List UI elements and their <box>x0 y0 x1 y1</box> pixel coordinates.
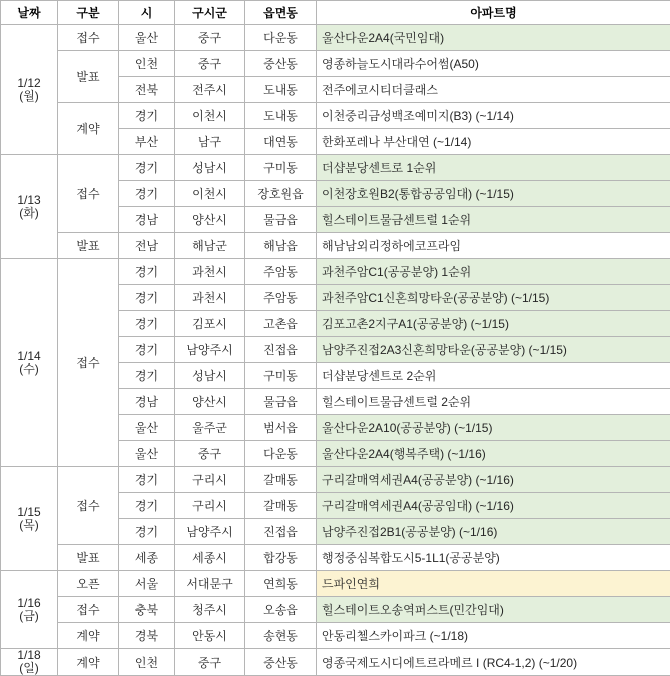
apartment-cell: 구리갈매역세권A4(공공임대) (~1/16) <box>317 493 670 519</box>
si-cell: 전북 <box>119 77 175 103</box>
apartment-cell: 안동리첼스카이파크 (~1/18) <box>317 623 670 649</box>
date-label: 1/14 <box>1 350 57 363</box>
table-row <box>1 545 670 571</box>
town-cell: 진접읍 <box>245 337 317 363</box>
district-cell: 구리시 <box>175 467 245 493</box>
district-cell: 과천시 <box>175 285 245 311</box>
si-cell: 경기 <box>119 155 175 181</box>
town-cell: 물금읍 <box>245 389 317 415</box>
day-label: (목) <box>1 519 57 532</box>
district-cell: 중구 <box>175 649 245 676</box>
town-cell: 도내동 <box>245 77 317 103</box>
category-cell: 발표 <box>58 545 119 571</box>
apartment-cell: 영종하늘도시대라수어썸(A50) <box>317 51 670 77</box>
town-cell: 장호원읍 <box>245 181 317 207</box>
apartment-cell: 행정중심복합도시5-1L1(공공분양) <box>317 545 670 571</box>
district-cell: 해남군 <box>175 233 245 259</box>
table-row <box>1 103 670 129</box>
si-cell: 경기 <box>119 285 175 311</box>
si-cell: 경기 <box>119 337 175 363</box>
table-row <box>1 259 670 285</box>
si-cell: 경기 <box>119 363 175 389</box>
town-cell: 다운동 <box>245 25 317 51</box>
town-cell: 구미동 <box>245 155 317 181</box>
apartment-cell: 전주에코시티더클래스 <box>317 77 670 103</box>
si-cell: 충북 <box>119 597 175 623</box>
si-cell: 인천 <box>119 649 175 676</box>
si-cell: 경기 <box>119 103 175 129</box>
district-cell: 이천시 <box>175 103 245 129</box>
category-cell: 접수 <box>58 597 119 623</box>
si-cell: 경기 <box>119 259 175 285</box>
town-cell: 중산동 <box>245 51 317 77</box>
district-cell: 성남시 <box>175 155 245 181</box>
date-label: 1/13 <box>1 194 57 207</box>
si-cell: 인천 <box>119 51 175 77</box>
town-cell: 해남읍 <box>245 233 317 259</box>
date-cell <box>1 259 58 467</box>
district-cell: 이천시 <box>175 181 245 207</box>
district-cell: 안동시 <box>175 623 245 649</box>
table-row <box>1 467 670 493</box>
town-cell: 중산동 <box>245 649 317 676</box>
town-cell: 진접읍 <box>245 519 317 545</box>
table-row <box>1 51 670 77</box>
si-cell: 경기 <box>119 181 175 207</box>
apartment-cell: 힐스테이트물금센트럴 2순위 <box>317 389 670 415</box>
district-cell: 양산시 <box>175 389 245 415</box>
district-cell: 성남시 <box>175 363 245 389</box>
apartment-cell: 남양주진접2A3신혼희망타운(공공분양) (~1/15) <box>317 337 670 363</box>
col-header-si: 시 <box>119 1 175 25</box>
category-cell: 접수 <box>58 155 119 233</box>
table-row <box>1 233 670 259</box>
day-label: (일) <box>1 662 57 675</box>
district-cell: 전주시 <box>175 77 245 103</box>
apartment-cell: 힐스테이트물금센트럴 1순위 <box>317 207 670 233</box>
apartment-cell: 더샵분당센트로 2순위 <box>317 363 670 389</box>
si-cell: 울산 <box>119 415 175 441</box>
category-cell: 접수 <box>58 467 119 545</box>
district-cell: 과천시 <box>175 259 245 285</box>
date-label: 1/16 <box>1 597 57 610</box>
apartment-cell: 드파인연희 <box>317 571 670 597</box>
category-cell: 계약 <box>58 649 119 676</box>
table-header <box>1 1 670 25</box>
si-cell: 경남 <box>119 207 175 233</box>
category-cell: 발표 <box>58 51 119 103</box>
apartment-cell: 과천주암C1(공공분양) 1순위 <box>317 259 670 285</box>
si-cell: 울산 <box>119 25 175 51</box>
table-row <box>1 649 670 676</box>
district-cell: 중구 <box>175 51 245 77</box>
district-cell: 서대문구 <box>175 571 245 597</box>
category-cell: 계약 <box>58 623 119 649</box>
si-cell: 경기 <box>119 311 175 337</box>
district-cell: 청주시 <box>175 597 245 623</box>
si-cell: 서울 <box>119 571 175 597</box>
day-label: (금) <box>1 610 57 623</box>
district-cell: 중구 <box>175 441 245 467</box>
district-cell: 양산시 <box>175 207 245 233</box>
district-cell: 남양주시 <box>175 337 245 363</box>
town-cell: 주암동 <box>245 259 317 285</box>
si-cell: 경기 <box>119 467 175 493</box>
col-header-category: 구분 <box>58 1 119 25</box>
category-cell: 오픈 <box>58 571 119 597</box>
apartment-cell: 과천주암C1신혼희망타운(공공분양) (~1/15) <box>317 285 670 311</box>
si-cell: 부산 <box>119 129 175 155</box>
table-row <box>1 25 670 51</box>
table-body <box>1 25 670 676</box>
day-label: (월) <box>1 90 57 103</box>
date-cell <box>1 155 58 259</box>
apartment-cell: 구리갈매역세권A4(공공분양) (~1/16) <box>317 467 670 493</box>
apartment-cell: 김포고촌2지구A1(공공분양) (~1/15) <box>317 311 670 337</box>
table-row <box>1 597 670 623</box>
si-cell: 경북 <box>119 623 175 649</box>
apartment-cell: 영종국제도시디에트르라메르 I (RC4-1,2) (~1/20) <box>317 649 670 676</box>
district-cell: 남양주시 <box>175 519 245 545</box>
town-cell: 도내동 <box>245 103 317 129</box>
apartment-cell: 이천장호원B2(통합공공임대) (~1/15) <box>317 181 670 207</box>
si-cell: 경남 <box>119 389 175 415</box>
district-cell: 중구 <box>175 25 245 51</box>
date-cell <box>1 571 58 649</box>
si-cell: 세종 <box>119 545 175 571</box>
town-cell: 갈매동 <box>245 493 317 519</box>
table-row <box>1 571 670 597</box>
date-cell <box>1 467 58 571</box>
town-cell: 구미동 <box>245 363 317 389</box>
col-header-apartment: 아파트명 <box>317 1 670 25</box>
date-label: 1/15 <box>1 506 57 519</box>
col-header-date: 날짜 <box>1 1 58 25</box>
date-cell <box>1 25 58 155</box>
town-cell: 고촌읍 <box>245 311 317 337</box>
apartment-cell: 힐스테이트오송역퍼스트(민간임대) <box>317 597 670 623</box>
category-cell: 발표 <box>58 233 119 259</box>
apartment-cell: 남양주진접2B1(공공분양) (~1/16) <box>317 519 670 545</box>
town-cell: 연희동 <box>245 571 317 597</box>
district-cell: 세종시 <box>175 545 245 571</box>
district-cell: 남구 <box>175 129 245 155</box>
col-header-town: 읍면동 <box>245 1 317 25</box>
district-cell: 울주군 <box>175 415 245 441</box>
category-cell: 접수 <box>58 259 119 467</box>
apartment-cell: 해남남외리정하에코프라임 <box>317 233 670 259</box>
table-row <box>1 155 670 181</box>
si-cell: 전남 <box>119 233 175 259</box>
town-cell: 갈매동 <box>245 467 317 493</box>
apartment-cell: 한화포레나 부산대연 (~1/14) <box>317 129 670 155</box>
apartment-cell: 울산다운2A4(국민임대) <box>317 25 670 51</box>
apartment-cell: 더샵분당센트로 1순위 <box>317 155 670 181</box>
town-cell: 범서읍 <box>245 415 317 441</box>
day-label: (수) <box>1 363 57 376</box>
town-cell: 송현동 <box>245 623 317 649</box>
day-label: (화) <box>1 207 57 220</box>
town-cell: 주암동 <box>245 285 317 311</box>
town-cell: 다운동 <box>245 441 317 467</box>
si-cell: 경기 <box>119 519 175 545</box>
date-cell <box>1 649 58 676</box>
col-header-district: 구시군 <box>175 1 245 25</box>
date-label: 1/12 <box>1 77 57 90</box>
header-row <box>1 1 670 25</box>
si-cell: 울산 <box>119 441 175 467</box>
apartment-cell: 이천중리금성백조예미지(B3) (~1/14) <box>317 103 670 129</box>
town-cell: 오송읍 <box>245 597 317 623</box>
table-row <box>1 623 670 649</box>
district-cell: 구리시 <box>175 493 245 519</box>
town-cell: 대연동 <box>245 129 317 155</box>
apartment-cell: 울산다운2A4(행복주택) (~1/16) <box>317 441 670 467</box>
category-cell: 계약 <box>58 103 119 155</box>
category-cell: 접수 <box>58 25 119 51</box>
town-cell: 합강동 <box>245 545 317 571</box>
si-cell: 경기 <box>119 493 175 519</box>
town-cell: 물금읍 <box>245 207 317 233</box>
district-cell: 김포시 <box>175 311 245 337</box>
apartment-cell: 울산다운2A10(공공분양) (~1/15) <box>317 415 670 441</box>
date-label: 1/18 <box>1 649 57 662</box>
